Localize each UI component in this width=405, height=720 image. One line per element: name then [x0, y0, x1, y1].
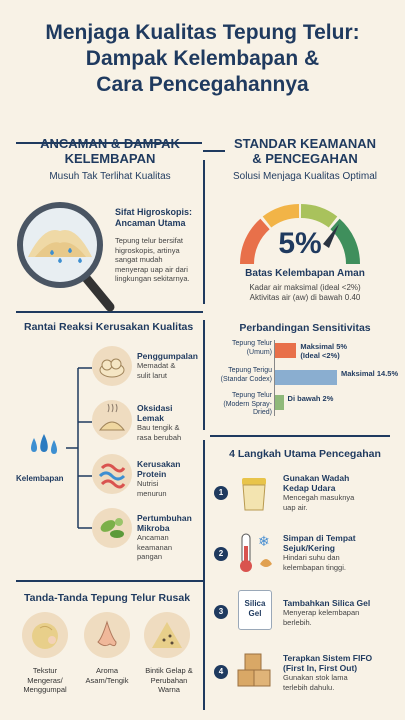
- hygro-description: Tepung telur bersifat higroskopis, artinya sangat mudah menyerap uap air dari lingkungan sekitarnya.: [115, 236, 190, 283]
- step-2: Simpan di Tempat Sejuk/Kering Hindari suhu dan kelembapan tinggi.: [283, 533, 356, 572]
- step-4: Terapkan Sistem FIFO (First In, First Out) Gunakan stok lama terlebih dahulu.: [283, 653, 373, 692]
- sign-aroma: Aroma Asam/Tengik: [85, 666, 129, 685]
- bar: [275, 343, 296, 358]
- gauge-label: Batas Kelembapan Aman: [245, 268, 365, 279]
- hygro-title: Sifat Higroskopis: Ancaman Utama: [115, 207, 193, 228]
- chain-title: Rantai Reaksi Kerusakan Kualitas: [24, 321, 194, 333]
- step-1: Gunakan Wadah Kedap Udara Mencegah masuknya uap air.: [283, 473, 355, 512]
- moisture-label: Kelembapan: [16, 474, 64, 483]
- oxidation-icon: [92, 400, 132, 440]
- chain-item-protein: Kerusakan Protein Nutrisi menurun: [137, 459, 181, 498]
- steps-title: 4 Langkah Utama Pencegahan: [229, 448, 381, 460]
- bar-label: Tepung Terigu (Standar Codex): [220, 367, 272, 383]
- step-3: Tambahkan Silica Gel Menyerap kelembapan berlebih.: [283, 598, 371, 627]
- water-drops-icon: [26, 428, 62, 464]
- step-2-number: 2: [214, 547, 228, 561]
- gauge-value: 5%: [278, 227, 322, 260]
- left-subtitle: Musuh Tak Terlihat Kualitas: [49, 171, 171, 182]
- right-subtitle: Solusi Menjaga Kualitas Optimal: [233, 171, 377, 182]
- bar: [275, 370, 337, 385]
- hardened-texture-icon: [22, 612, 68, 658]
- boxes-icon: [232, 648, 278, 699]
- microbe-icon: [92, 508, 132, 548]
- chain-item-oxidation: Oksidasi Lemak Bau tengik & rasa berubah: [137, 403, 182, 442]
- bar-value: Di bawah 2%: [287, 394, 334, 403]
- silica-gel-icon: Silica Gel: [238, 590, 272, 630]
- sign-color: Bintik Gelap & Perubahan Warna: [145, 666, 193, 694]
- container-icon: [232, 472, 276, 521]
- right-section-divider: [210, 435, 390, 437]
- sign-texture: Tekstur Mengeras/ Menggumpal: [23, 666, 67, 694]
- bar-label: Tepung Telur (Modern Spray- Dried): [223, 392, 272, 416]
- bar-value: Maksimal 5% (Ideal <2%): [300, 342, 348, 360]
- dark-spots-icon: [144, 612, 190, 658]
- nose-icon: [84, 612, 130, 658]
- left-section-header: ANCAMAN & DAMPAK KELEMBAPAN: [40, 136, 180, 166]
- magnifier-illustration: [10, 195, 120, 315]
- thermometer-icon: [232, 530, 278, 581]
- right-section-header: STANDAR KEAMANAN & PENCEGAHAN: [233, 136, 377, 166]
- gauge-notes: Kadar air maksimal (ideal <2%) Aktivitas air (aw) di bawah 0.40: [249, 283, 361, 302]
- page-title: Menjaga Kualitas Tepung Telur: Dampak Kelembapan & Cara Pencegahannya: [45, 21, 360, 96]
- bar-label: Tepung Telur (Umum): [232, 340, 272, 356]
- protein-icon: [92, 454, 132, 494]
- signs-divider: [16, 580, 203, 582]
- step-3-number: 3: [214, 605, 228, 619]
- svg-text:❄: ❄: [258, 534, 270, 550]
- chain-item-microbe: Pertumbuhan Mikroba Ancaman keamanan pangan: [137, 513, 192, 561]
- chain-item-clumping: Penggumpalan Memadat & sulit larut: [137, 351, 198, 380]
- step-1-number: 1: [214, 486, 228, 500]
- signs-title: Tanda-Tanda Tepung Telur Rusak: [24, 592, 191, 604]
- step-4-number: 4: [214, 665, 228, 679]
- clumping-icon: [92, 346, 132, 386]
- bar-value: Maksimal 14.5%: [341, 369, 399, 378]
- bar: [275, 395, 284, 410]
- compare-title: Perbandingan Sensitivitas: [239, 322, 371, 334]
